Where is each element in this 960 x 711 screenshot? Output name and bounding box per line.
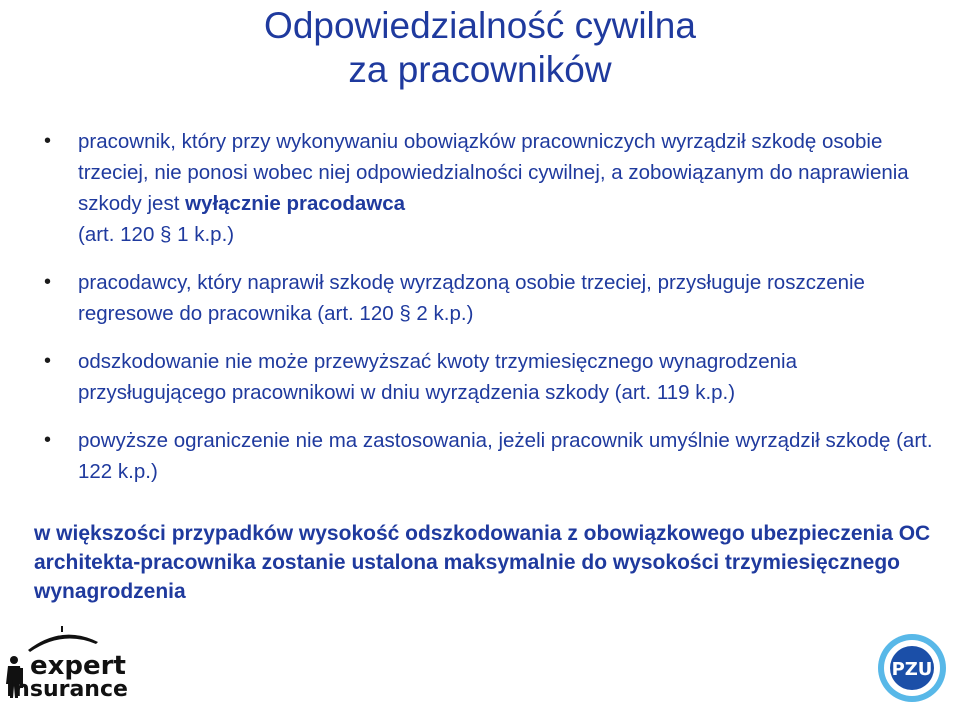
summary-note: w większości przypadków wysokość odszkodowania z obowiązkowego ubezpieczenia OC architekta-pracownika zostanie ustalona maksymalnie do wysokości trzymiesięcznego wynagrodzenia <box>34 522 931 603</box>
bullet-1-reference: (art. 120 § 1 k.p.) <box>78 223 235 246</box>
bullet-1-text: pracownik, który przy wykonywaniu obowiązków pracowniczych wyrządził szkodę osobie trzeciej, nie ponosi wobec niej odpowiedzialności cywilnej, a zobowiązanym do naprawienia szkody jest <box>78 130 909 215</box>
pzu-logo-text: PZU <box>891 659 933 680</box>
bullet-2-text: pracodawcy, który naprawił szkodę wyrządzoną osobie trzeciej, przysługuje roszczenie regresowe do pracownika (art. 120 § 2 k.p.) <box>78 271 865 325</box>
bullet-4-text: powyższe ograniczenie nie ma zastosowania, jeżeli pracownik umyślnie wyrządził szkodę (art. 122 k.p.) <box>78 429 933 483</box>
bullet-dot-icon: • <box>44 130 52 152</box>
bullet-1-emphasis: wyłącznie pracodawca <box>185 192 406 215</box>
bullet-list <box>44 126 949 504</box>
bullet-3-text: odszkodowanie nie może przewyższać kwoty trzymiesięcznego wynagrodzenia przysługującego pracownikowi w dniu wyrządzenia szkody (art. 119 k.p.) <box>78 350 797 404</box>
bullet-item-1 <box>44 126 949 250</box>
bullet-dot-icon: • <box>44 429 52 451</box>
title-line-2: za pracowników <box>348 49 612 90</box>
bullet-item-2 <box>44 267 949 329</box>
pzu-logo <box>868 630 958 705</box>
bullet-item-3 <box>44 346 949 408</box>
bullet-dot-icon: • <box>44 350 52 372</box>
title-line-1: Odpowiedzialność cywilna <box>264 5 696 46</box>
slide-title <box>0 4 960 92</box>
expert-insurance-logo <box>0 622 150 702</box>
umbrella-icon <box>28 635 98 652</box>
logo-word-insurance: Insurance <box>6 677 128 702</box>
bullet-dot-icon: • <box>44 271 52 293</box>
bullet-item-4 <box>44 425 949 487</box>
logo-word-expert: expert <box>30 651 126 681</box>
